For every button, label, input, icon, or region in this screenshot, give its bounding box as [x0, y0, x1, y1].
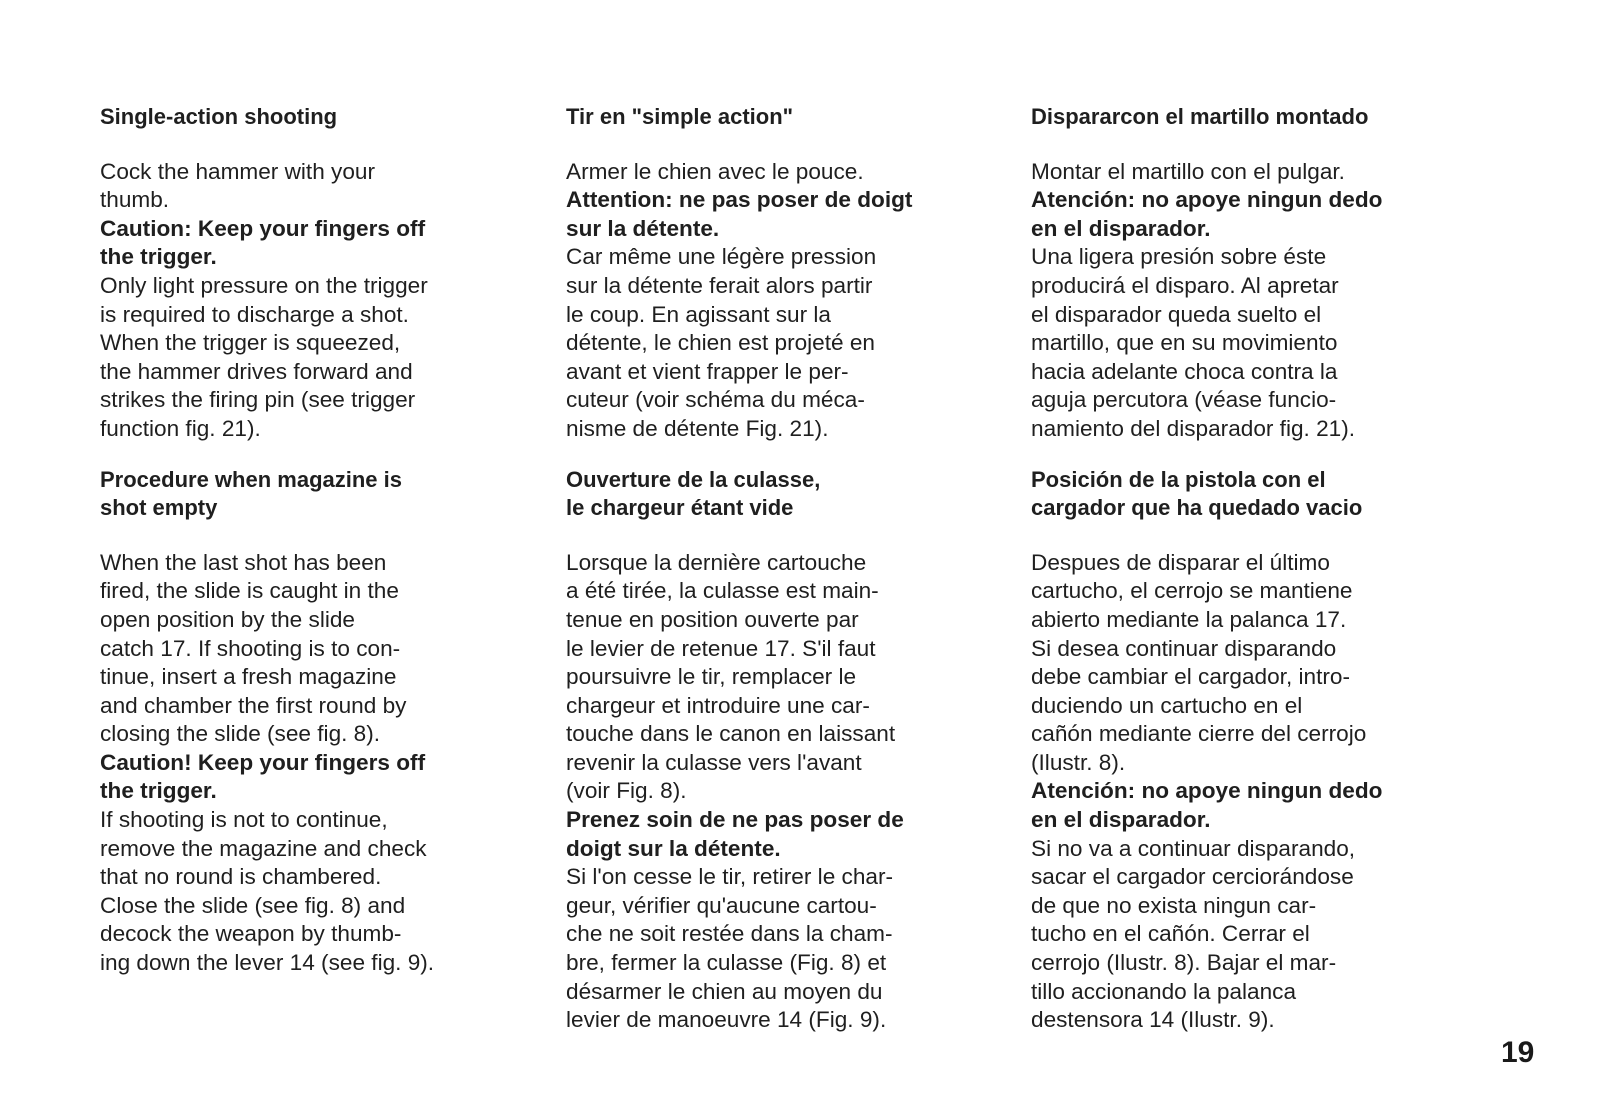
- text-line: touche dans le canon en laissant: [566, 721, 896, 747]
- column-spanish: [1031, 103, 1471, 1035]
- text-line: (Ilustr. 8).: [1031, 749, 1126, 775]
- caution-fingers-off-trigger-es: [1031, 186, 1471, 243]
- text-line: Atención: no apoye ningun dedo: [1031, 778, 1383, 804]
- text-line: Caution: Keep your fingers off: [100, 215, 426, 241]
- text-line: Si no va a continuar disparando,: [1031, 835, 1356, 861]
- text-line: cargador que ha quedado vacio: [1031, 495, 1363, 521]
- text-line: a été tirée, la culasse est main-: [566, 578, 879, 604]
- text-line: Close the slide (see fig. 8) and: [100, 892, 406, 918]
- text-line: open position by the slide: [100, 606, 355, 632]
- text-line: cartucho, el cerrojo se mantiene: [1031, 578, 1353, 604]
- text-line: Si desea continuar disparando: [1031, 635, 1337, 661]
- text-line: le coup. En agissant sur la: [566, 301, 832, 327]
- paragraph-cock-hammer-en: [100, 158, 540, 215]
- text-line: thumb.: [100, 187, 170, 213]
- text-line: che ne soit restée dans la cham-: [566, 921, 893, 947]
- text-line: el disparador queda suelto el: [1031, 301, 1322, 327]
- text-line: producirá el disparo. Al apretar: [1031, 272, 1339, 298]
- text-line: Caution! Keep your fingers off: [100, 749, 426, 775]
- text-line: Atención: no apoye ningun dedo: [1031, 187, 1383, 213]
- text-line: Lorsque la dernière cartouche: [566, 549, 867, 575]
- text-line: désarmer le chien au moyen du: [566, 978, 883, 1004]
- text-line: levier de manoeuvre 14 (Fig. 9).: [566, 1007, 887, 1033]
- text-line: bre, fermer la culasse (Fig. 8) et: [566, 950, 887, 976]
- text-line: Cock the hammer with your: [100, 158, 375, 184]
- text-line: Despues de disparar el último: [1031, 549, 1330, 575]
- text-line: chargeur et introduire une car-: [566, 692, 870, 718]
- text-line: cuteur (voir schéma du méca-: [566, 387, 865, 413]
- heading-magazine-empty-en: [100, 466, 540, 523]
- text-line: that no round is chambered.: [100, 864, 382, 890]
- text-line: the trigger.: [100, 778, 217, 804]
- text-line: closing the slide (see fig. 8).: [100, 721, 381, 747]
- text-line: le chargeur étant vide: [566, 495, 794, 521]
- text-line: and chamber the first round by: [100, 692, 407, 718]
- text-line: cañón mediante cierre del cerrojo: [1031, 721, 1367, 747]
- caution-fingers-off-trigger-2-fr: [566, 806, 1006, 863]
- caution-fingers-off-trigger-fr: [566, 186, 1006, 243]
- heading-magazine-empty-fr: [566, 466, 1006, 523]
- text-line: sur la détente ferait alors partir: [566, 272, 873, 298]
- text-line: When the last shot has been: [100, 549, 387, 575]
- heading-single-action-en: Single-action shooting: [100, 104, 338, 129]
- paragraph-last-shot-en: [100, 549, 540, 749]
- text-line: Prenez soin de ne pas poser de: [566, 807, 904, 833]
- text-line: Montar el martillo con el pulgar.: [1031, 158, 1345, 184]
- text-line: strikes the firing pin (see trigger: [100, 387, 416, 413]
- text-line: fired, the slide is caught in the: [100, 578, 399, 604]
- text-line: Car même une légère pression: [566, 244, 877, 270]
- text-line: cerrojo (Ilustr. 8). Bajar el mar-: [1031, 950, 1337, 976]
- heading-single-action-fr: Tir en "simple action": [566, 104, 794, 129]
- paragraph-cock-hammer-es: [1031, 158, 1471, 187]
- text-line: abierto mediante la palanca 17.: [1031, 606, 1347, 632]
- text-line: is required to discharge a shot.: [100, 301, 409, 327]
- text-line: duciendo un cartucho en el: [1031, 692, 1303, 718]
- text-line: function fig. 21).: [100, 415, 261, 441]
- text-line: tenue en position ouverte par: [566, 606, 859, 632]
- paragraph-trigger-pressure-en: [100, 272, 540, 444]
- text-line: poursuivre le tir, remplacer le: [566, 664, 857, 690]
- text-line: doigt sur la détente.: [566, 835, 781, 861]
- text-line: Una ligera presión sobre éste: [1031, 244, 1327, 270]
- text-line: namiento del disparador fig. 21).: [1031, 415, 1356, 441]
- page-number: 19: [1501, 1036, 1535, 1069]
- text-line: sur la détente.: [566, 215, 720, 241]
- text-line: aguja percutora (véase funcio-: [1031, 387, 1337, 413]
- text-line: shot empty: [100, 495, 218, 521]
- text-line: ing down the lever 14 (see fig. 9).: [100, 950, 435, 976]
- caution-fingers-off-trigger-2-en: [100, 749, 540, 806]
- text-line: If shooting is not to continue,: [100, 807, 388, 833]
- text-line: détente, le chien est projeté en: [566, 330, 875, 356]
- text-line: the hammer drives forward and: [100, 358, 413, 384]
- text-line: (voir Fig. 8).: [566, 778, 687, 804]
- column-french: [566, 103, 1006, 1035]
- text-line: decock the weapon by thumb-: [100, 921, 402, 947]
- text-line: When the trigger is squeezed,: [100, 330, 401, 356]
- column-english: [100, 103, 540, 978]
- text-line: en el disparador.: [1031, 215, 1211, 241]
- text-line: tinue, insert a fresh magazine: [100, 664, 397, 690]
- text-line: nisme de détente Fig. 21).: [566, 415, 829, 441]
- paragraph-last-shot-es: [1031, 549, 1471, 778]
- heading-single-action-es: Dispararcon el martillo montado: [1031, 104, 1369, 129]
- paragraph-stop-shooting-fr: [566, 863, 1006, 1035]
- text-line: Attention: ne pas poser de doigt: [566, 187, 913, 213]
- paragraph-trigger-pressure-fr: [566, 243, 1006, 443]
- paragraph-trigger-pressure-es: [1031, 243, 1471, 443]
- text-line: Procedure when magazine is: [100, 466, 402, 492]
- paragraph-last-shot-fr: [566, 549, 1006, 806]
- text-line: destensora 14 (Ilustr. 9).: [1031, 1007, 1275, 1033]
- text-line: Posición de la pistola con el: [1031, 466, 1326, 492]
- text-line: revenir la culasse vers l'avant: [566, 749, 862, 775]
- caution-fingers-off-trigger-en: [100, 215, 540, 272]
- paragraph-stop-shooting-en: [100, 806, 540, 978]
- text-line: de que no exista ningun car-: [1031, 892, 1317, 918]
- text-line: hacia adelante choca contra la: [1031, 358, 1338, 384]
- caution-fingers-off-trigger-2-es: [1031, 777, 1471, 834]
- text-line: Si l'on cesse le tir, retirer le char-: [566, 864, 894, 890]
- text-line: martillo, que en su movimiento: [1031, 330, 1338, 356]
- text-line: debe cambiar el cargador, intro-: [1031, 664, 1350, 690]
- text-line: avant et vient frapper le per-: [566, 358, 849, 384]
- heading-magazine-empty-es: [1031, 466, 1471, 523]
- text-line: catch 17. If shooting is to con-: [100, 635, 401, 661]
- text-line: en el disparador.: [1031, 807, 1211, 833]
- text-line: geur, vérifier qu'aucune cartou-: [566, 892, 877, 918]
- text-line: Ouverture de la culasse,: [566, 466, 821, 492]
- text-line: Only light pressure on the trigger: [100, 272, 428, 298]
- text-line: sacar el cargador cerciorándose: [1031, 864, 1354, 890]
- text-line: le levier de retenue 17. S'il faut: [566, 635, 876, 661]
- paragraph-stop-shooting-es: [1031, 835, 1471, 1035]
- text-line: remove the magazine and check: [100, 835, 427, 861]
- text-line: tucho en el cañón. Cerrar el: [1031, 921, 1310, 947]
- text-line: tillo accionando la palanca: [1031, 978, 1297, 1004]
- paragraph-cock-hammer-fr: [566, 158, 1006, 187]
- text-line: Armer le chien avec le pouce.: [566, 158, 864, 184]
- text-line: the trigger.: [100, 244, 217, 270]
